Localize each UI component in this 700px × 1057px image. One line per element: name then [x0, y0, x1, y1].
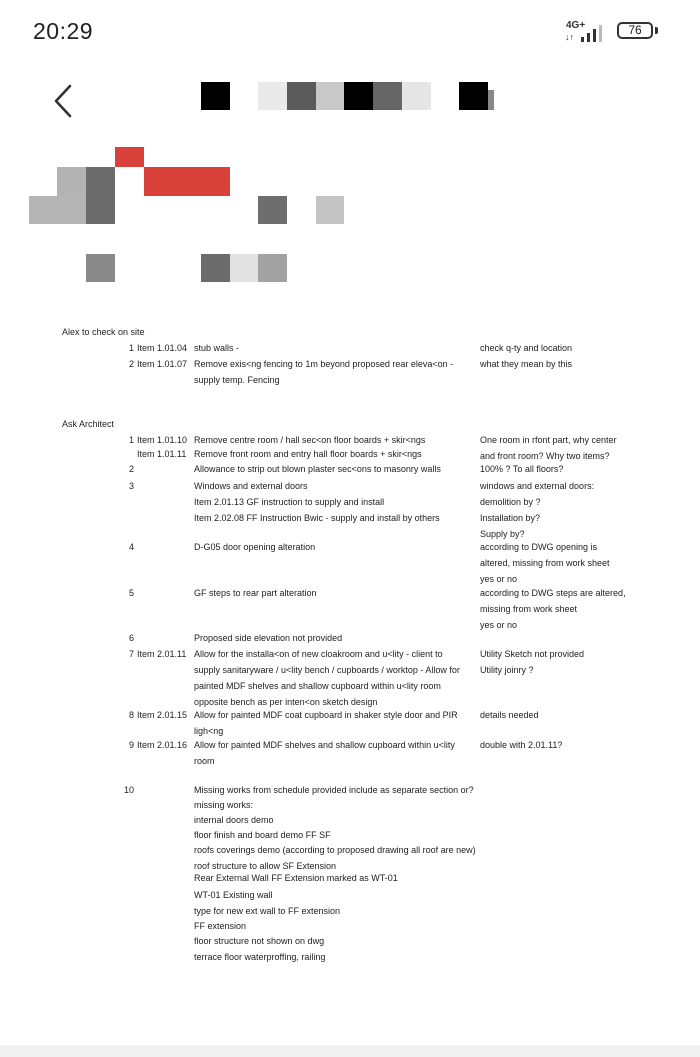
row-description: floor structure not shown on dwg — [194, 936, 325, 946]
row-number: 5 — [128, 588, 134, 598]
row-description: Remove front room and entry hall floor boards + skir<ngs — [194, 449, 422, 459]
row-number: 3 — [128, 481, 134, 491]
row-number: 7 — [128, 649, 134, 659]
row-note: altered, missing from work sheet — [480, 558, 610, 568]
row-number: 9 — [128, 740, 134, 750]
row-description: room — [194, 756, 215, 766]
row-number: 6 — [128, 633, 134, 643]
row-description: missing works: — [194, 800, 254, 810]
row-description: terrace floor waterproffing, railing — [194, 952, 326, 962]
item-code: Item 2.01.16 — [137, 740, 188, 750]
row-note: Utility Sketch not provided — [480, 649, 585, 659]
row-description: internal doors demo — [194, 815, 274, 825]
row-number: 1 — [128, 343, 134, 353]
row-description: WT-01 Existing wall — [194, 890, 273, 900]
row-note: Utility joinry ? — [480, 665, 534, 675]
item-code: Item 2.01.11 — [137, 649, 187, 659]
row-note: 100% ? To all floors? — [480, 464, 564, 474]
row-note: and front room? Why two items? — [480, 451, 610, 461]
battery-level: 76 — [628, 23, 642, 37]
row-description: Remove exis<ng fencing to 1m beyond proposed rear eleva<on - — [194, 359, 454, 369]
network-type: 4G+ — [566, 20, 586, 31]
row-description: Allowance to strip out blown plaster sec<ons to masonry walls — [194, 464, 441, 474]
row-description: FF extension — [194, 921, 247, 931]
row-number: 8 — [128, 710, 134, 720]
item-code: Item 1.01.07 — [137, 359, 188, 369]
row-description: stub walls - — [194, 343, 240, 353]
row-note: Installation by? — [480, 513, 541, 523]
row-description: GF steps to rear part alteration — [194, 588, 317, 598]
row-description: painted MDF shelves and shallow cupboard within u<lity room — [194, 681, 441, 691]
row-description: floor finish and board demo FF SF — [194, 830, 331, 840]
row-description: Allow for painted MDF shelves and shallow cupboard within u<lity — [194, 740, 455, 750]
row-number: 2 — [128, 464, 134, 474]
section-heading-alex: Alex to check on site — [62, 327, 145, 337]
row-description: supply temp. Fencing — [194, 375, 280, 385]
row-note: yes or no — [480, 620, 518, 630]
row-number: 4 — [128, 542, 134, 552]
row-description: ligh<ng — [194, 726, 224, 736]
row-description: Rear External Wall FF Extension marked as WT-01 — [194, 873, 398, 883]
row-description: type for new ext wall to FF extension — [194, 906, 341, 916]
row-number: 1 — [128, 435, 134, 445]
row-note: details needed — [480, 710, 539, 720]
row-description: Allow for the installa<on of new cloakroom and u<lity - client to — [194, 649, 443, 659]
row-note: double with 2.01.11? — [480, 740, 563, 750]
section-heading-architect: Ask Architect — [62, 419, 115, 429]
row-note: yes or no — [480, 574, 518, 584]
row-number: 2 — [128, 359, 134, 369]
row-number: 10 — [124, 785, 135, 795]
item-code: Item 1.01.11 — [137, 449, 187, 459]
item-code: Item 1.01.10 — [137, 435, 188, 445]
row-description: D-G05 door opening alteration — [194, 542, 316, 552]
row-description: Allow for painted MDF coat cupboard in shaker style door and PIR — [194, 710, 458, 720]
row-description: Item 2.02.08 FF Instruction Bwic - supply and install by others — [194, 513, 440, 523]
row-note: windows and external doors: — [480, 481, 595, 491]
row-note: One room in rfont part, why center — [480, 435, 617, 445]
row-description: opposite bench as per inten<on sketch design — [194, 697, 378, 707]
row-description: Proposed side elevation not provided — [194, 633, 343, 643]
bottom-strip — [0, 1045, 700, 1057]
row-note: Supply by? — [480, 529, 525, 539]
row-note: demolition by ? — [480, 497, 541, 507]
row-description: roof structure to allow SF Extension — [194, 861, 337, 871]
row-note: check q-ty and location — [480, 343, 573, 353]
row-description: supply sanitaryware / u<lity bench / cupboards / worktop - Allow for — [194, 665, 460, 675]
row-note: according to DWG opening is — [480, 542, 598, 552]
network-arrows: ↓↑ — [565, 32, 574, 42]
item-code: Item 1.01.04 — [137, 343, 188, 353]
row-note: missing from work sheet — [480, 604, 578, 614]
row-description: Item 2.01.13 GF instruction to supply and install — [194, 497, 385, 507]
row-description: roofs coverings demo (according to proposed drawing all roof are new) — [194, 845, 476, 855]
row-note: what they mean by this — [480, 359, 573, 369]
row-description: Windows and external doors — [194, 481, 308, 491]
item-code: Item 2.01.15 — [137, 710, 188, 720]
row-description: Missing works from schedule provided include as separate section or? — [194, 785, 474, 795]
status-time: 20:29 — [33, 18, 94, 44]
row-note: according to DWG steps are altered, — [480, 588, 626, 598]
row-description: Remove centre room / hall sec<on floor boards + skir<ngs — [194, 435, 426, 445]
